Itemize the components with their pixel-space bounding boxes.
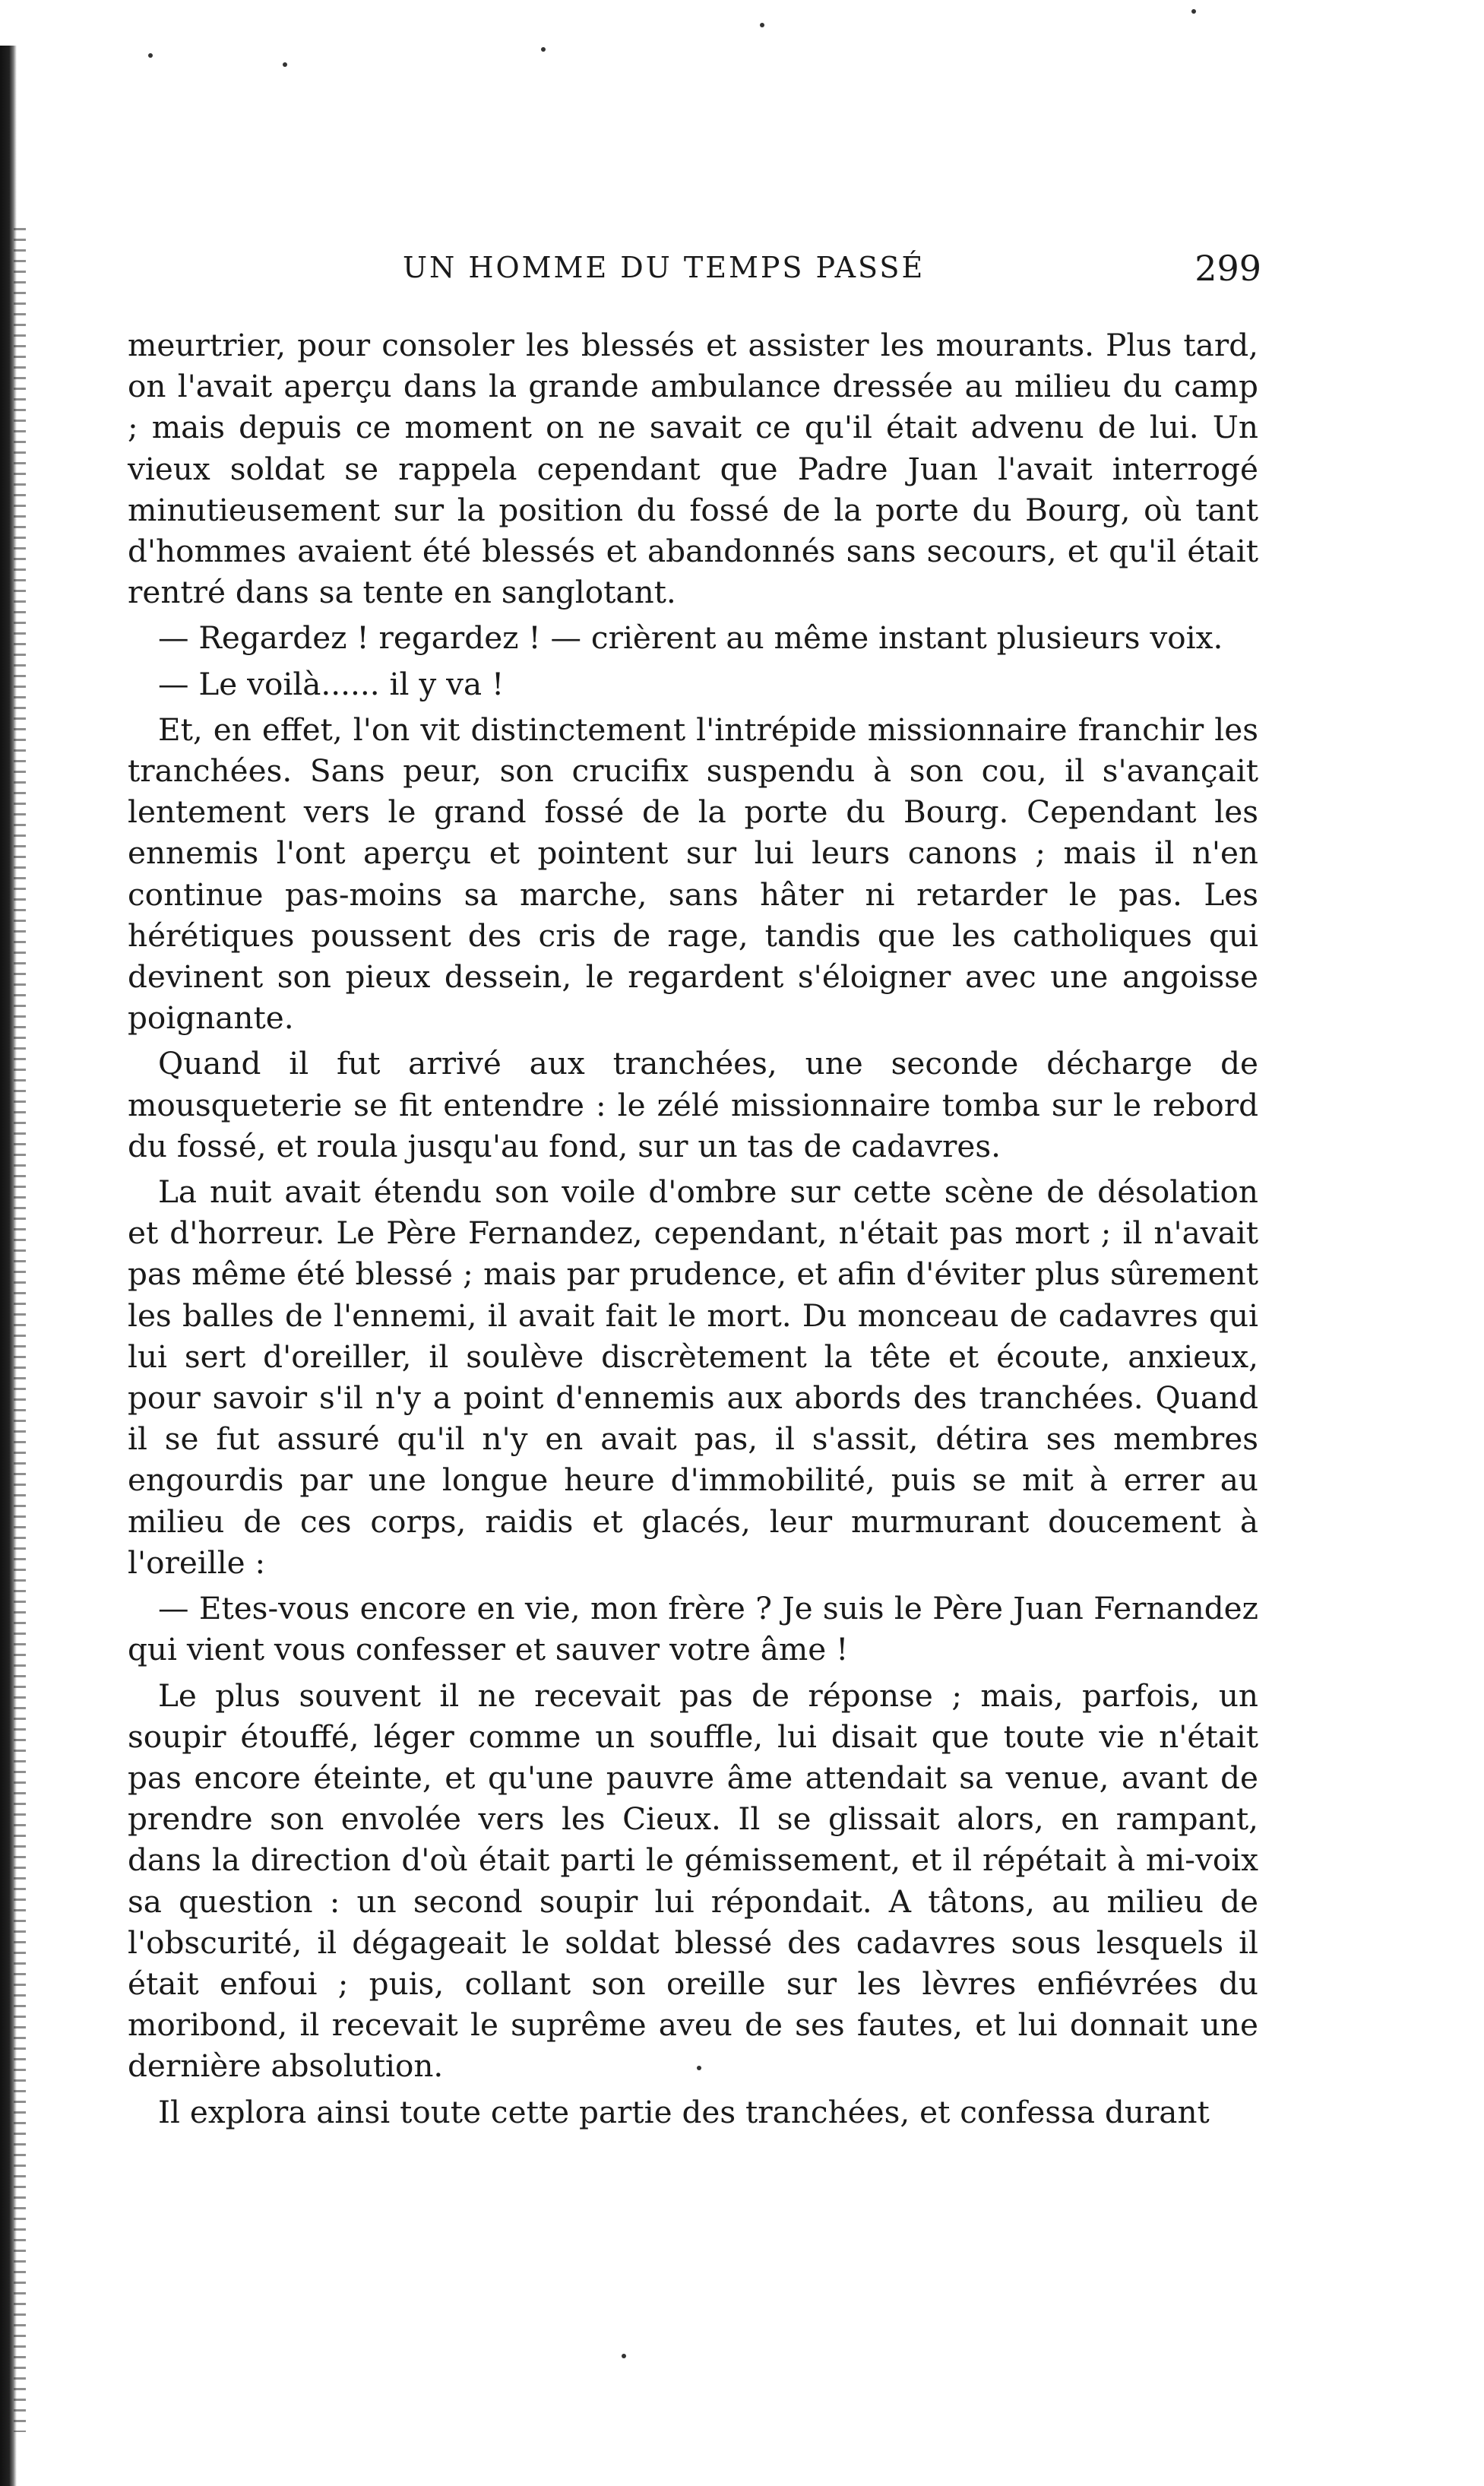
print-speck — [283, 62, 287, 67]
paragraph: La nuit avait étendu son voile d'ombre sur cette scène de désolation et d'horreur. Le Père Fernandez, cependant, n'était pas mort ; il n'avait pas même été blessé ; mais par prudence, et afin d'éviter plus sûrement les balles de l'ennemi, il avait fait le mort. Du monceau de cadavres qui lui sert d'oreiller, il soulève discrètement la tête et écoute, anxieux, pour savoir s'il n'y a point d'ennemis aux abords des tranchées. Quand il se fut assuré qu'il n'y en avait pas, il s'assit, détira ses membres engourdis par une longue heure d'immobilité, puis se mit à errer au milieu de ces corps, raidis et glacés, leur murmurant doucement à l'oreille : — [128, 1173, 1258, 1581]
print-speck — [148, 53, 153, 58]
running-head: UN HOMME DU TEMPS PASSÉ — [403, 251, 926, 284]
paragraph: — Le voilà...... il y va ! — [158, 665, 505, 702]
print-speck — [1191, 9, 1196, 14]
print-speck — [541, 47, 546, 52]
print-speck — [622, 2354, 626, 2358]
paragraph: meurtrier, pour consoler les blessés et assister les mourants. Plus tard, on l'avait aperçu dans la grande ambulance dressée au milieu du camp ; mais depuis ce moment on ne savait ce qu'il était advenu de lui. Un vieux soldat se rappela cependant que Padre Juan l'avait interrogé minutieusement sur la position du fossé de la porte du Bourg, où tant d'hommes avaient été blessés et abandonnés sans secours, et qu'il était rentré dans sa tente en sanglotant. — [128, 327, 1258, 611]
paragraph: Le plus souvent il ne recevait pas de réponse ; mais, parfois, un soupir étouffé, léger comme un souffle, lui disait que toute vie n'était pas encore éteinte, et qu'une pauvre âme attendait sa venue, avant de prendre son envolée vers les Cieux. Il se glissait alors, en rampant, dans la direction d'où était parti le gémissement, et il répétait à mi-voix sa question : un second soupir lui répondait. A tâtons, au milieu de l'obscurité, il dégageait le soldat blessé des cadavres sous lesquels il était enfoui ; puis, collant son oreille sur les lèvres enfiévrées du moribond, il recevait le suprême aveu de ses fautes, et lui donnait une dernière absolution. — [128, 1677, 1258, 2085]
paragraph: Et, en effet, l'on vit distinctement l'intrépide missionnaire franchir les tranchées. Sans peur, son crucifix suspendu à son cou, il s'avançait lentement vers le grand fossé de la porte du Bourg. Cependant les ennemis l'ont aperçu et pointent sur lui leurs canons ; mais il n'en continue pas-moins sa marche, sans hâter ni retarder le pas. Les hérétiques poussent des cris de rage, tandis que les catholiques qui devinent son pieux dessein, le regardent s'éloigner avec une angoisse poignante. — [128, 711, 1258, 1037]
paragraph: — Regardez ! regardez ! — crièrent au même instant plusieurs voix. — [158, 619, 1223, 657]
paragraph: — Etes-vous encore en vie, mon frère ? Je suis le Père Juan Fernandez qui vient vous confesser et sauver votre âme ! — [128, 1590, 1258, 1668]
page-number: 299 — [1194, 248, 1261, 289]
page-header — [403, 245, 1261, 290]
paragraph: Il explora ainsi toute cette partie des tranchées, et confessa durant — [158, 2093, 1210, 2130]
binding-texture — [14, 228, 26, 2432]
paragraph: Quand il fut arrivé aux tranchées, une seconde décharge de mousqueterie se fit entendre : le zélé missionnaire tomba sur le rebord du fossé, et roula jusqu'au fond, sur un tas de cadavres. — [128, 1045, 1258, 1164]
body-text — [128, 325, 1258, 2137]
print-speck — [760, 23, 764, 27]
